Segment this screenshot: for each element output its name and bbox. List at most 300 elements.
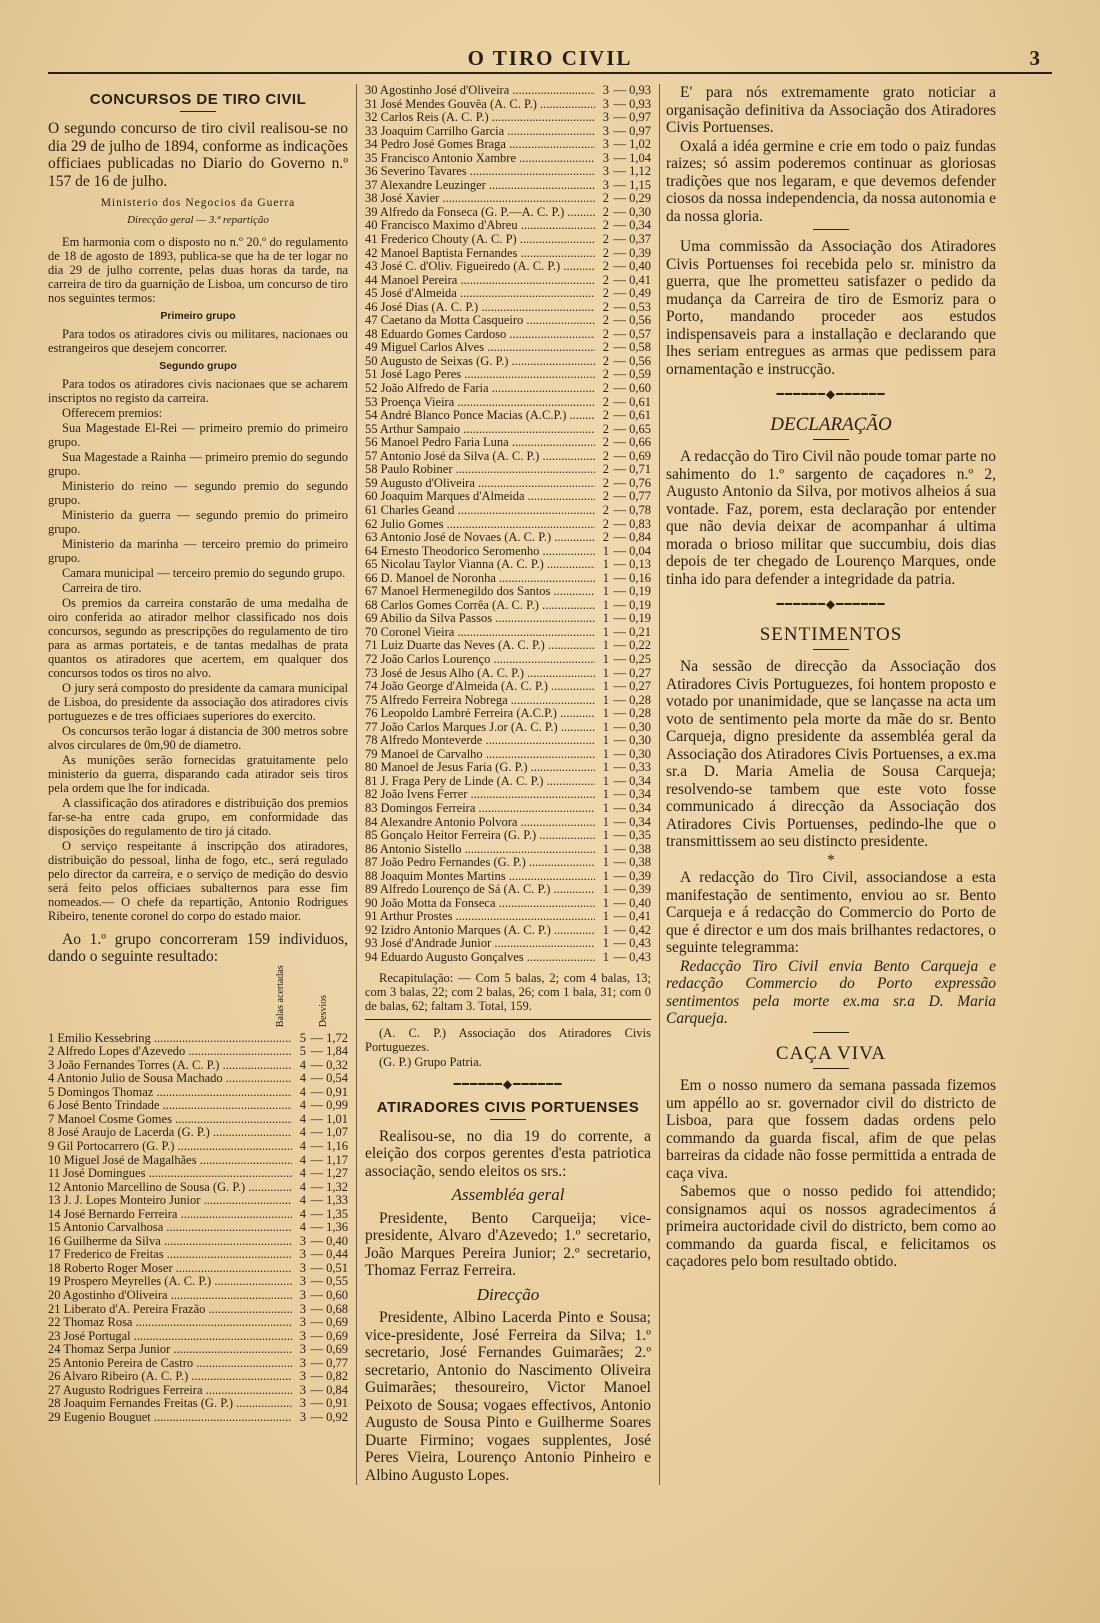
result-row: [365, 694, 651, 708]
hits-count: 1: [602, 679, 609, 694]
result-row: [365, 111, 651, 125]
deviation-value: — 0,57: [613, 326, 651, 341]
competitor-name: 56 Manoel Pedro Faria Luna .....: [365, 436, 595, 450]
competitor-name: 91 Arthur Prostes .....: [365, 910, 595, 924]
competitor-name: 1 Emilio Kessebring .....: [48, 1032, 292, 1046]
hits-count: 3: [602, 164, 609, 179]
result-row: [48, 1221, 348, 1235]
hits-count: 1: [602, 841, 609, 856]
deviation-value: — 0,60: [310, 1288, 348, 1302]
hits-count: 2: [602, 204, 609, 219]
deviation-value: — 0,04: [613, 543, 651, 558]
hits-count: 1: [602, 584, 609, 599]
hits-count: 2: [602, 313, 609, 328]
paragraph: A classificação dos atiradores e distribuição dos premios far-se-ha entre cada grupo, em conformidade das disposições do regulamento de tiro já citado.: [48, 795, 348, 838]
result-row: [365, 761, 651, 775]
deviation-value: — 1,35: [310, 1206, 348, 1221]
deviation-value: — 0,58: [613, 340, 651, 355]
deviation-value: — 1,33: [310, 1193, 348, 1208]
hits-count: 1: [602, 868, 609, 883]
result-row: [365, 504, 651, 518]
competitor-name: 59 Augusto d'Oliveira .....: [365, 477, 595, 491]
competitor-name: 52 João Alfredo de Faria .....: [365, 382, 595, 396]
hits-count: 1: [602, 692, 609, 707]
result-row: [365, 260, 651, 274]
competitor-name: 31 José Mendes Gouvêa (A. C. P.) .....: [365, 98, 595, 112]
deviation-value: — 0,69: [310, 1328, 348, 1343]
competitor-name: 58 Paulo Robiner .....: [365, 463, 595, 477]
result-row: [365, 314, 651, 328]
hits-count: 3: [299, 1301, 306, 1316]
competitor-name: 45 José d'Almeida .....: [365, 287, 595, 301]
result-row: [365, 558, 651, 572]
competitor-name: 40 Francisco Maximo d'Abreu .....: [365, 219, 595, 233]
result-row: [365, 396, 651, 410]
result-row: [365, 341, 651, 355]
result-row: [48, 1370, 348, 1384]
hits-count: 3: [299, 1382, 306, 1397]
competitor-name: 3 João Fernandes Torres (A. C. P.) .....: [48, 1059, 292, 1073]
hits-count: 1: [602, 611, 609, 626]
competitor-name: 93 José d'Andrade Junior .....: [365, 937, 595, 951]
result-row: [48, 1384, 348, 1398]
deviation-value: — 0,39: [613, 882, 651, 897]
hits-count: 3: [602, 137, 609, 152]
paragraph: E' para nós extremamente grato noticiar a organisação definitiva da Associação dos Atiradores Civis Portuenses.: [666, 84, 996, 136]
deviation-value: — 0,13: [613, 557, 651, 572]
competitor-name: 63 Antonio José de Novaes (A. C. P.) .....: [365, 531, 595, 545]
hits-count: 2: [602, 516, 609, 531]
paragraph: Offerecem premios:: [62, 405, 163, 420]
competitor-name: 72 João Carlos Lourenço .....: [365, 653, 595, 667]
paragraph: O jury será composto do presidente da camara municipal de Lisboa, do presidente da associação dos atiradores civis portuguezes e de tres officiaes superiores do exercito.: [48, 680, 348, 723]
deviation-value: — 0,25: [613, 651, 651, 666]
deviation-value: — 0,28: [613, 706, 651, 721]
deviation-value: — 0,71: [613, 462, 651, 477]
deviation-value: — 0,27: [613, 665, 651, 680]
result-row: [365, 843, 651, 857]
result-row: [365, 274, 651, 288]
deviation-value: — 0,78: [613, 502, 651, 517]
hits-count: 4: [299, 1193, 306, 1208]
result-row: [48, 1411, 348, 1425]
hits-count: 2: [602, 367, 609, 382]
divider: [813, 1068, 849, 1069]
competitor-name: 32 Carlos Reis (A. C. P.) .....: [365, 111, 595, 125]
deviation-value: — 0,34: [613, 800, 651, 815]
deviation-value: — 0,33: [613, 760, 651, 775]
ornament-divider: ━━━━━━◆━━━━━━: [453, 1076, 563, 1091]
deviation-value: — 0,97: [613, 123, 651, 138]
result-row: [365, 138, 651, 152]
prize-item: Ministerio da guerra — segundo premio do primeiro grupo.: [48, 507, 348, 536]
group-heading: Segundo grupo: [159, 359, 237, 372]
deviation-value: — 0,40: [310, 1233, 348, 1248]
article-heading-caca-viva: CAÇA VIVA: [775, 1042, 887, 1064]
hits-count: 4: [299, 1111, 306, 1126]
competitor-name: 28 Joaquim Fernandes Freitas (G. P.) .....: [48, 1397, 292, 1411]
competitor-name: 4 Antonio Julio de Sousa Machado .....: [48, 1072, 292, 1086]
competitor-name: 13 J. J. Lopes Monteiro Junior .....: [48, 1194, 292, 1208]
hits-count: 2: [602, 408, 609, 423]
competitor-name: 38 José Xavier .....: [365, 192, 595, 206]
competitor-name: 73 José de Jesus Alho (A. C. P.) .....: [365, 667, 595, 681]
competitor-name: 67 Manoel Hermenegildo dos Santos .....: [365, 585, 595, 599]
hits-count: 1: [602, 706, 609, 721]
result-row: [365, 477, 651, 491]
prize-item: Carreira de tiro.: [62, 580, 142, 595]
hits-count: 2: [602, 245, 609, 260]
deviation-value: — 1,27: [310, 1166, 348, 1181]
deviation-value: — 1,07: [310, 1125, 348, 1140]
deviation-value: — 0,82: [310, 1369, 348, 1384]
result-row: [48, 1208, 348, 1222]
competitor-name: 89 Alfredo Lourenço de Sá (A. C. P.) .....: [365, 883, 595, 897]
competitor-name: 79 Manoel de Carvalho .....: [365, 748, 595, 762]
result-row: [365, 287, 651, 301]
hits-count: 3: [602, 123, 609, 138]
hits-count: 3: [602, 177, 609, 192]
result-row: [365, 775, 651, 789]
article-heading-sentimentos: SENTIMENTOS: [759, 623, 903, 645]
deviation-value: — 0,93: [613, 96, 651, 111]
newspaper-title: O TIRO CIVIL: [467, 46, 633, 70]
competitor-name: 22 Thomaz Rosa .....: [48, 1316, 292, 1330]
masthead-rule: [48, 72, 1052, 74]
hits-count: 4: [299, 1098, 306, 1113]
hits-count: 2: [602, 299, 609, 314]
result-row: [365, 802, 651, 816]
prize-item: Ministerio da marinha — terceiro premio do primeiro grupo.: [48, 536, 348, 565]
result-row: [48, 1275, 348, 1289]
result-row: [365, 667, 651, 681]
deviation-value: — 0,40: [613, 895, 651, 910]
result-row: [365, 788, 651, 802]
deviation-value: — 1,02: [613, 137, 651, 152]
hits-count: 1: [602, 922, 609, 937]
paragraph: Na sessão de direcção da Associação dos Atiradores Civis Portuguezes, foi hontem proposto e votado por unanimidade, que se lançasse na acta um voto de sentimento pela morte da mãe do sr. Bento Carqueja, digno presidente da assembléa geral da Associação dos Atiradores Civis Portuenses, a ex.ma sr.a D. Maria Amelia de Sousa Carqueja; resolvendo-se tambem que este voto fosse communicado á direcção da Associação dos Atiradores Civis Portuenses, pedindo-lhe que o transmittissem ao seu distincto presidente.: [666, 658, 996, 850]
competitor-name: 27 Augusto Rodrigues Ferreira .....: [48, 1384, 292, 1398]
competitor-name: 21 Liberato d'A. Pereira Frazão .....: [48, 1303, 292, 1317]
competitor-name: 18 Roberto Roger Moser .....: [48, 1262, 292, 1276]
hits-count: 1: [602, 882, 609, 897]
paragraph: Os concursos terão logar á distancia de 300 metros sobre alvos circulares de 0m,90 de diametro.: [48, 723, 348, 752]
hits-count: 2: [602, 489, 609, 504]
deviation-value: — 0,99: [310, 1098, 348, 1113]
hits-count: 1: [602, 950, 609, 964]
prize-item: Sua Magestade El-Rei — primeiro premio do primeiro grupo.: [48, 420, 348, 449]
deviation-value: — 0,37: [613, 232, 651, 247]
result-row: [48, 1248, 348, 1262]
masthead: [48, 46, 1052, 72]
result-row: [365, 355, 651, 369]
direction-line: Direcção geral — 3.ª repartição: [127, 214, 269, 227]
competitor-name: 64 Ernesto Theodorico Seromenho .....: [365, 545, 595, 559]
results-list: [48, 1032, 348, 1425]
competitor-name: 86 Antonio Sistello .....: [365, 843, 595, 857]
competitor-name: 75 Alfredo Ferreira Nobrega .....: [365, 694, 595, 708]
hits-count: 3: [299, 1355, 306, 1370]
results-list: [365, 84, 651, 965]
hits-count: 2: [602, 353, 609, 368]
result-row: [365, 910, 651, 924]
deviation-value: — 1,84: [310, 1044, 348, 1059]
hits-count: 5: [299, 1044, 306, 1059]
competitor-name: 85 Gonçalo Heitor Ferreira (G. P.) .....: [365, 829, 595, 843]
result-row: [365, 626, 651, 640]
result-row: [365, 409, 651, 423]
competitor-name: 24 Thomaz Serpa Junior .....: [48, 1343, 292, 1357]
result-row: [365, 368, 651, 382]
competitor-name: 43 José C. d'Oliv. Figueiredo (A. C. P.) .....: [365, 260, 595, 274]
deviation-value: — 1,17: [310, 1152, 348, 1167]
deviation-value: — 0,38: [613, 841, 651, 856]
competitor-name: 26 Alvaro Ribeiro (A. C. P.) .....: [48, 1370, 292, 1384]
competitor-name: 60 Joaquim Marques d'Almeida .....: [365, 490, 595, 504]
deviation-value: — 0,61: [613, 408, 651, 423]
paragraph: Oxalá a idéa germine e crie em todo o paiz fundas raizes; só assim poderemos continuar as gloriosas tradições que nos legaram, e que devemos defender ciosos da nossa independencia, da nossa autonomia e da nossa gloria.: [666, 137, 996, 225]
competitor-name: 70 Coronel Vieira .....: [365, 626, 595, 640]
result-row: [365, 382, 651, 396]
paragraph: Presidente, Bento Carqueija; vice-presidente, Alvaro d'Azevedo; 1.º secretario, João Marques Pereira Junior; 2.º secretario, Thomaz Ferraz Ferreira.: [365, 1209, 651, 1280]
deviation-value: — 0,35: [613, 828, 651, 843]
result-row: [365, 165, 651, 179]
competitor-name: 36 Severino Tavares .....: [365, 165, 595, 179]
hits-count: 3: [299, 1315, 306, 1330]
result-row: [48, 1113, 348, 1127]
hits-count: 4: [299, 1071, 306, 1086]
paragraph: O serviço respeitante á inscripção dos atiradores, distribuição do pessoal, linha de fogo, etc., será regulado pelo director da carreira, e o serviço de medição do desvio será feito pelos officiaes subalternos para esse fim nomeados.— O chefe da repartição, Antonio Rodrigues Ribeiro, tenente coronel do corpo do estado maior.: [48, 838, 348, 923]
competitor-name: 53 Proença Vieira .....: [365, 396, 595, 410]
paragraph: Para todos os atiradores civis ou militares, nacionaes ou estrangeiros que desejem concorrer.: [48, 326, 348, 355]
hits-count: 2: [602, 218, 609, 233]
result-row: [48, 1099, 348, 1113]
deviation-value: — 0,84: [613, 530, 651, 545]
deviation-value: — 0,34: [613, 773, 651, 788]
result-row: [365, 585, 651, 599]
column-header-desvios: Desvios: [317, 995, 329, 1028]
deviation-value: — 0,30: [613, 719, 651, 734]
abbreviation-note: (G. P.) Grupo Patria.: [379, 1054, 482, 1069]
competitor-name: 37 Alexandre Leuzinger .....: [365, 179, 595, 193]
result-row: [48, 1303, 348, 1317]
hits-count: 3: [299, 1288, 306, 1302]
deviation-value: — 0,34: [613, 814, 651, 829]
hits-count: 1: [602, 909, 609, 924]
competitor-name: 7 Manoel Cosme Gomes .....: [48, 1113, 292, 1127]
deviation-value: — 0,53: [613, 299, 651, 314]
asterisk-separator: *: [827, 851, 835, 869]
deviation-value: — 0,69: [310, 1315, 348, 1330]
deviation-value: — 1,32: [310, 1179, 348, 1194]
result-row: [365, 125, 651, 139]
result-row: [48, 1357, 348, 1371]
column-header-balas: Balas acertadas: [274, 965, 286, 1028]
hits-count: 3: [299, 1260, 306, 1275]
hits-count: 3: [299, 1342, 306, 1357]
hits-count: 1: [602, 746, 609, 761]
deviation-value: — 0,60: [613, 381, 651, 396]
competitor-name: 2 Alfredo Lopes d'Azevedo .....: [48, 1045, 292, 1059]
column-2: [356, 84, 660, 1485]
deviation-value: — 0,40: [613, 259, 651, 274]
ornament-divider: ━━━━━━◆━━━━━━: [776, 387, 886, 401]
deviation-value: — 0,19: [613, 584, 651, 599]
result-row: [365, 653, 651, 667]
deviation-value: — 0,91: [310, 1084, 348, 1099]
result-row: [365, 897, 651, 911]
paragraph: As munições serão fornecidas gratuitamente pelo ministerio da guerra, disparando cada atirador seis tiros pela ordem que lhe for indicada.: [48, 752, 348, 795]
result-row: [365, 179, 651, 193]
divider: [180, 111, 216, 112]
article-heading-atiradores: ATIRADORES CIVIS PORTUENSES: [376, 1098, 640, 1116]
hits-count: 2: [602, 435, 609, 450]
hits-count: 1: [602, 800, 609, 815]
result-row: [365, 748, 651, 762]
competitor-name: 46 José Dias (A. C. P.) .....: [365, 301, 595, 315]
deviation-value: — 0,34: [613, 787, 651, 802]
hits-count: 1: [602, 814, 609, 829]
competitor-name: 47 Caetano da Motta Casqueiro .....: [365, 314, 595, 328]
paragraph: Em harmonia com o disposto no n.º 20.º do regulamento de 18 de agosto de 1893, publica-se que ha de ter logar no dia 29 de julho corrente, pelas duas horas da tarde, na carreira de tiro da guarnição de Lisboa, um concurso de tiro nos seguintes termos:: [48, 234, 348, 305]
paragraph: A redacção do Tiro Civil não poude tomar parte no sahimento do 1.º sargento de caçadores n.º 2, Augusto Antonio da Silva, por motivos alheios á sua vontade. Faz, porem, esta declaração por entender que não devia deixar de acompanhar á ultima morada o brioso militar que succumbiu, dois dias depois de ter chegado de Lourenço Marques, onde tinha ido para defender a integridade da patria.: [666, 448, 996, 588]
competitor-name: 74 João George d'Almeida (A. C. P.) .....: [365, 680, 595, 694]
result-row: [365, 870, 651, 884]
deviation-value: — 0,43: [613, 950, 651, 964]
competitor-name: 62 Julio Gomes .....: [365, 518, 595, 532]
deviation-value: — 0,41: [613, 909, 651, 924]
column-1: [48, 84, 348, 1424]
prize-item: Sua Magestade a Rainha — primeiro premio do segundo grupo.: [48, 449, 348, 478]
paragraph: Presidente, Albino Lacerda Pinto e Sousa; vice-presidente, José Ferreira da Silva; 1.º secretario, José Fernandes Guimarães; 2.º secretario, Antonio do Nascimento Oliveira Guimarães; thesoureiro, Victor Manoel Peixoto de Sousa; vogaes effectivos, Antonio Augusto de Sousa Pinto e Guilherme Soares Duarte Firmino; vogaes supplentes, José Peres Vieira, Lourenço Antonio Pinheiro e Albino Augusto Lopes.: [365, 1309, 651, 1484]
hits-count: 3: [602, 83, 609, 97]
hits-count: 4: [299, 1084, 306, 1099]
deviation-value: — 0,55: [310, 1274, 348, 1289]
paragraph: Sabemos que o nosso pedido foi attendido; consignamos aqui os nossos agradecimentos á primeira auctoridade civil do districto, bem como ao commando da guarda fiscal, e felicitamos os caçadores pelo bom resultado obtido.: [666, 1183, 996, 1270]
competitor-name: 83 Domingos Ferreira .....: [365, 802, 595, 816]
hits-count: 1: [602, 597, 609, 612]
competitor-name: 81 J. Fraga Pery de Linde (A. C. P.) .....: [365, 775, 595, 789]
result-row: [48, 1045, 348, 1059]
competitor-name: 88 Joaquim Montes Martins .....: [365, 870, 595, 884]
competitor-name: 41 Frederico Chouty (A. C. P) .....: [365, 233, 595, 247]
hits-count: 1: [602, 570, 609, 585]
competitor-name: 90 João Motta da Fonseca .....: [365, 897, 595, 911]
competitor-name: 12 Antonio Marcellino de Sousa (G. P.) .....: [48, 1181, 292, 1195]
deviation-value: — 1,04: [613, 150, 651, 165]
result-row: [48, 1154, 348, 1168]
hits-count: 1: [602, 773, 609, 788]
hits-count: 2: [602, 530, 609, 545]
deviation-value: — 0,19: [613, 597, 651, 612]
deviation-value: — 1,12: [613, 164, 651, 179]
competitor-name: 69 Abilio da Silva Passos .....: [365, 612, 595, 626]
article-intro: O segundo concurso de tiro civil realisou-se no dia 29 de julho de 1894, conforme as indicações officiaes publicadas no Diario do Governo n.º 157 de 16 de julho.: [48, 120, 348, 190]
result-row: [365, 450, 651, 464]
competitor-name: 8 José Araujo de Lacerda (G. P.) .....: [48, 1126, 292, 1140]
hits-count: 1: [602, 557, 609, 572]
result-row: [365, 423, 651, 437]
result-row: [365, 328, 651, 342]
hits-count: 4: [299, 1206, 306, 1221]
deviation-value: — 0,21: [613, 624, 651, 639]
result-row: [365, 219, 651, 233]
deviation-value: — 0,27: [613, 679, 651, 694]
competitor-name: 20 Agostinho d'Oliveira .....: [48, 1289, 292, 1303]
deviation-value: — 0,83: [613, 516, 651, 531]
competitor-name: 87 João Pedro Fernandes (G. P.) .....: [365, 856, 595, 870]
deviation-value: — 0,69: [310, 1342, 348, 1357]
deviation-value: — 0,69: [613, 448, 651, 463]
paragraph: Uma commissão da Associação dos Atiradores Civis Portuenses foi recebida pelo sr. ministro da guerra, que lhe prometteu satisfazer o pedido da mudança da Carreira de tiro de Esmoriz para o Porto, mandando proceder aos estudos indispensaveis para a installação e declarando que lhes seriam entregues as armas que pedissem para ornamentação e instrucção.: [666, 238, 996, 378]
deviation-value: — 0,32: [310, 1057, 348, 1072]
hits-count: 1: [602, 936, 609, 951]
hits-count: 3: [299, 1369, 306, 1384]
deviation-value: — 0,51: [310, 1260, 348, 1275]
results-column-headers: [48, 965, 348, 1032]
deviation-value: — 0,65: [613, 421, 651, 436]
competitor-name: 17 Frederico de Freitas .....: [48, 1248, 292, 1262]
competitor-name: 16 Guilherme da Silva .....: [48, 1235, 292, 1249]
competitor-name: 94 Eduardo Augusto Gonçalves .....: [365, 951, 595, 965]
deviation-value: — 0,61: [613, 394, 651, 409]
article-heading-concursos: CONCURSOS DE TIRO CIVIL: [89, 91, 307, 108]
result-row: [48, 1330, 348, 1344]
competitor-name: 25 Antonio Pereira de Castro .....: [48, 1357, 292, 1371]
result-row: [365, 301, 651, 315]
competitor-name: 19 Prospero Meyrelles (A. C. P.) .....: [48, 1275, 292, 1289]
result-row: [48, 1126, 348, 1140]
competitor-name: 51 José Lago Peres .....: [365, 368, 595, 382]
hits-count: 1: [602, 719, 609, 734]
paragraph: Para todos os atiradores civis nacionaes que se acharem inscriptos no registo da carreira.: [48, 376, 348, 405]
hits-count: 3: [602, 110, 609, 125]
hits-count: 3: [602, 150, 609, 165]
result-row: [365, 84, 651, 98]
deviation-value: — 0,16: [613, 570, 651, 585]
result-row: [48, 1343, 348, 1357]
deviation-value: — 0,44: [310, 1247, 348, 1262]
hits-count: 1: [602, 733, 609, 748]
deviation-value: — 0,66: [613, 435, 651, 450]
deviation-value: — 0,93: [613, 83, 651, 97]
result-row: [365, 206, 651, 220]
hits-count: 1: [602, 828, 609, 843]
result-row: [365, 531, 651, 545]
result-row: [365, 192, 651, 206]
divider: [813, 649, 849, 650]
deviation-value: — 0,41: [613, 272, 651, 287]
result-row: [48, 1167, 348, 1181]
deviation-value: — 0,92: [310, 1409, 348, 1424]
competitor-name: 23 José Portugal .....: [48, 1330, 292, 1344]
deviation-value: — 0,77: [310, 1355, 348, 1370]
deviation-value: — 1,36: [310, 1220, 348, 1235]
recapitulation: Recapitulação: — Com 5 balas, 2; com 4 balas, 13; com 3 balas, 22; com 2 balas, 26; com 1 bala, 31; com 0 de balas, 62; faltam 3. Total, 159.: [365, 970, 651, 1013]
competitor-name: 68 Carlos Gomes Corrêa (A. C. P.) .....: [365, 599, 595, 613]
result-row: [365, 490, 651, 504]
hits-count: 3: [299, 1233, 306, 1248]
competitor-name: 15 Antonio Carvalhosa .....: [48, 1221, 292, 1235]
competitor-name: 44 Manoel Pereira .....: [365, 274, 595, 288]
hits-count: 4: [299, 1220, 306, 1235]
ornament-divider: ━━━━━━◆━━━━━━: [776, 597, 886, 611]
competitor-name: 14 José Bernardo Ferreira .....: [48, 1208, 292, 1222]
deviation-value: — 0,68: [310, 1301, 348, 1316]
hits-count: 3: [602, 96, 609, 111]
competitor-name: 54 André Blanco Ponce Macias (A.C.P.) .....: [365, 409, 595, 423]
hits-count: 1: [602, 638, 609, 653]
